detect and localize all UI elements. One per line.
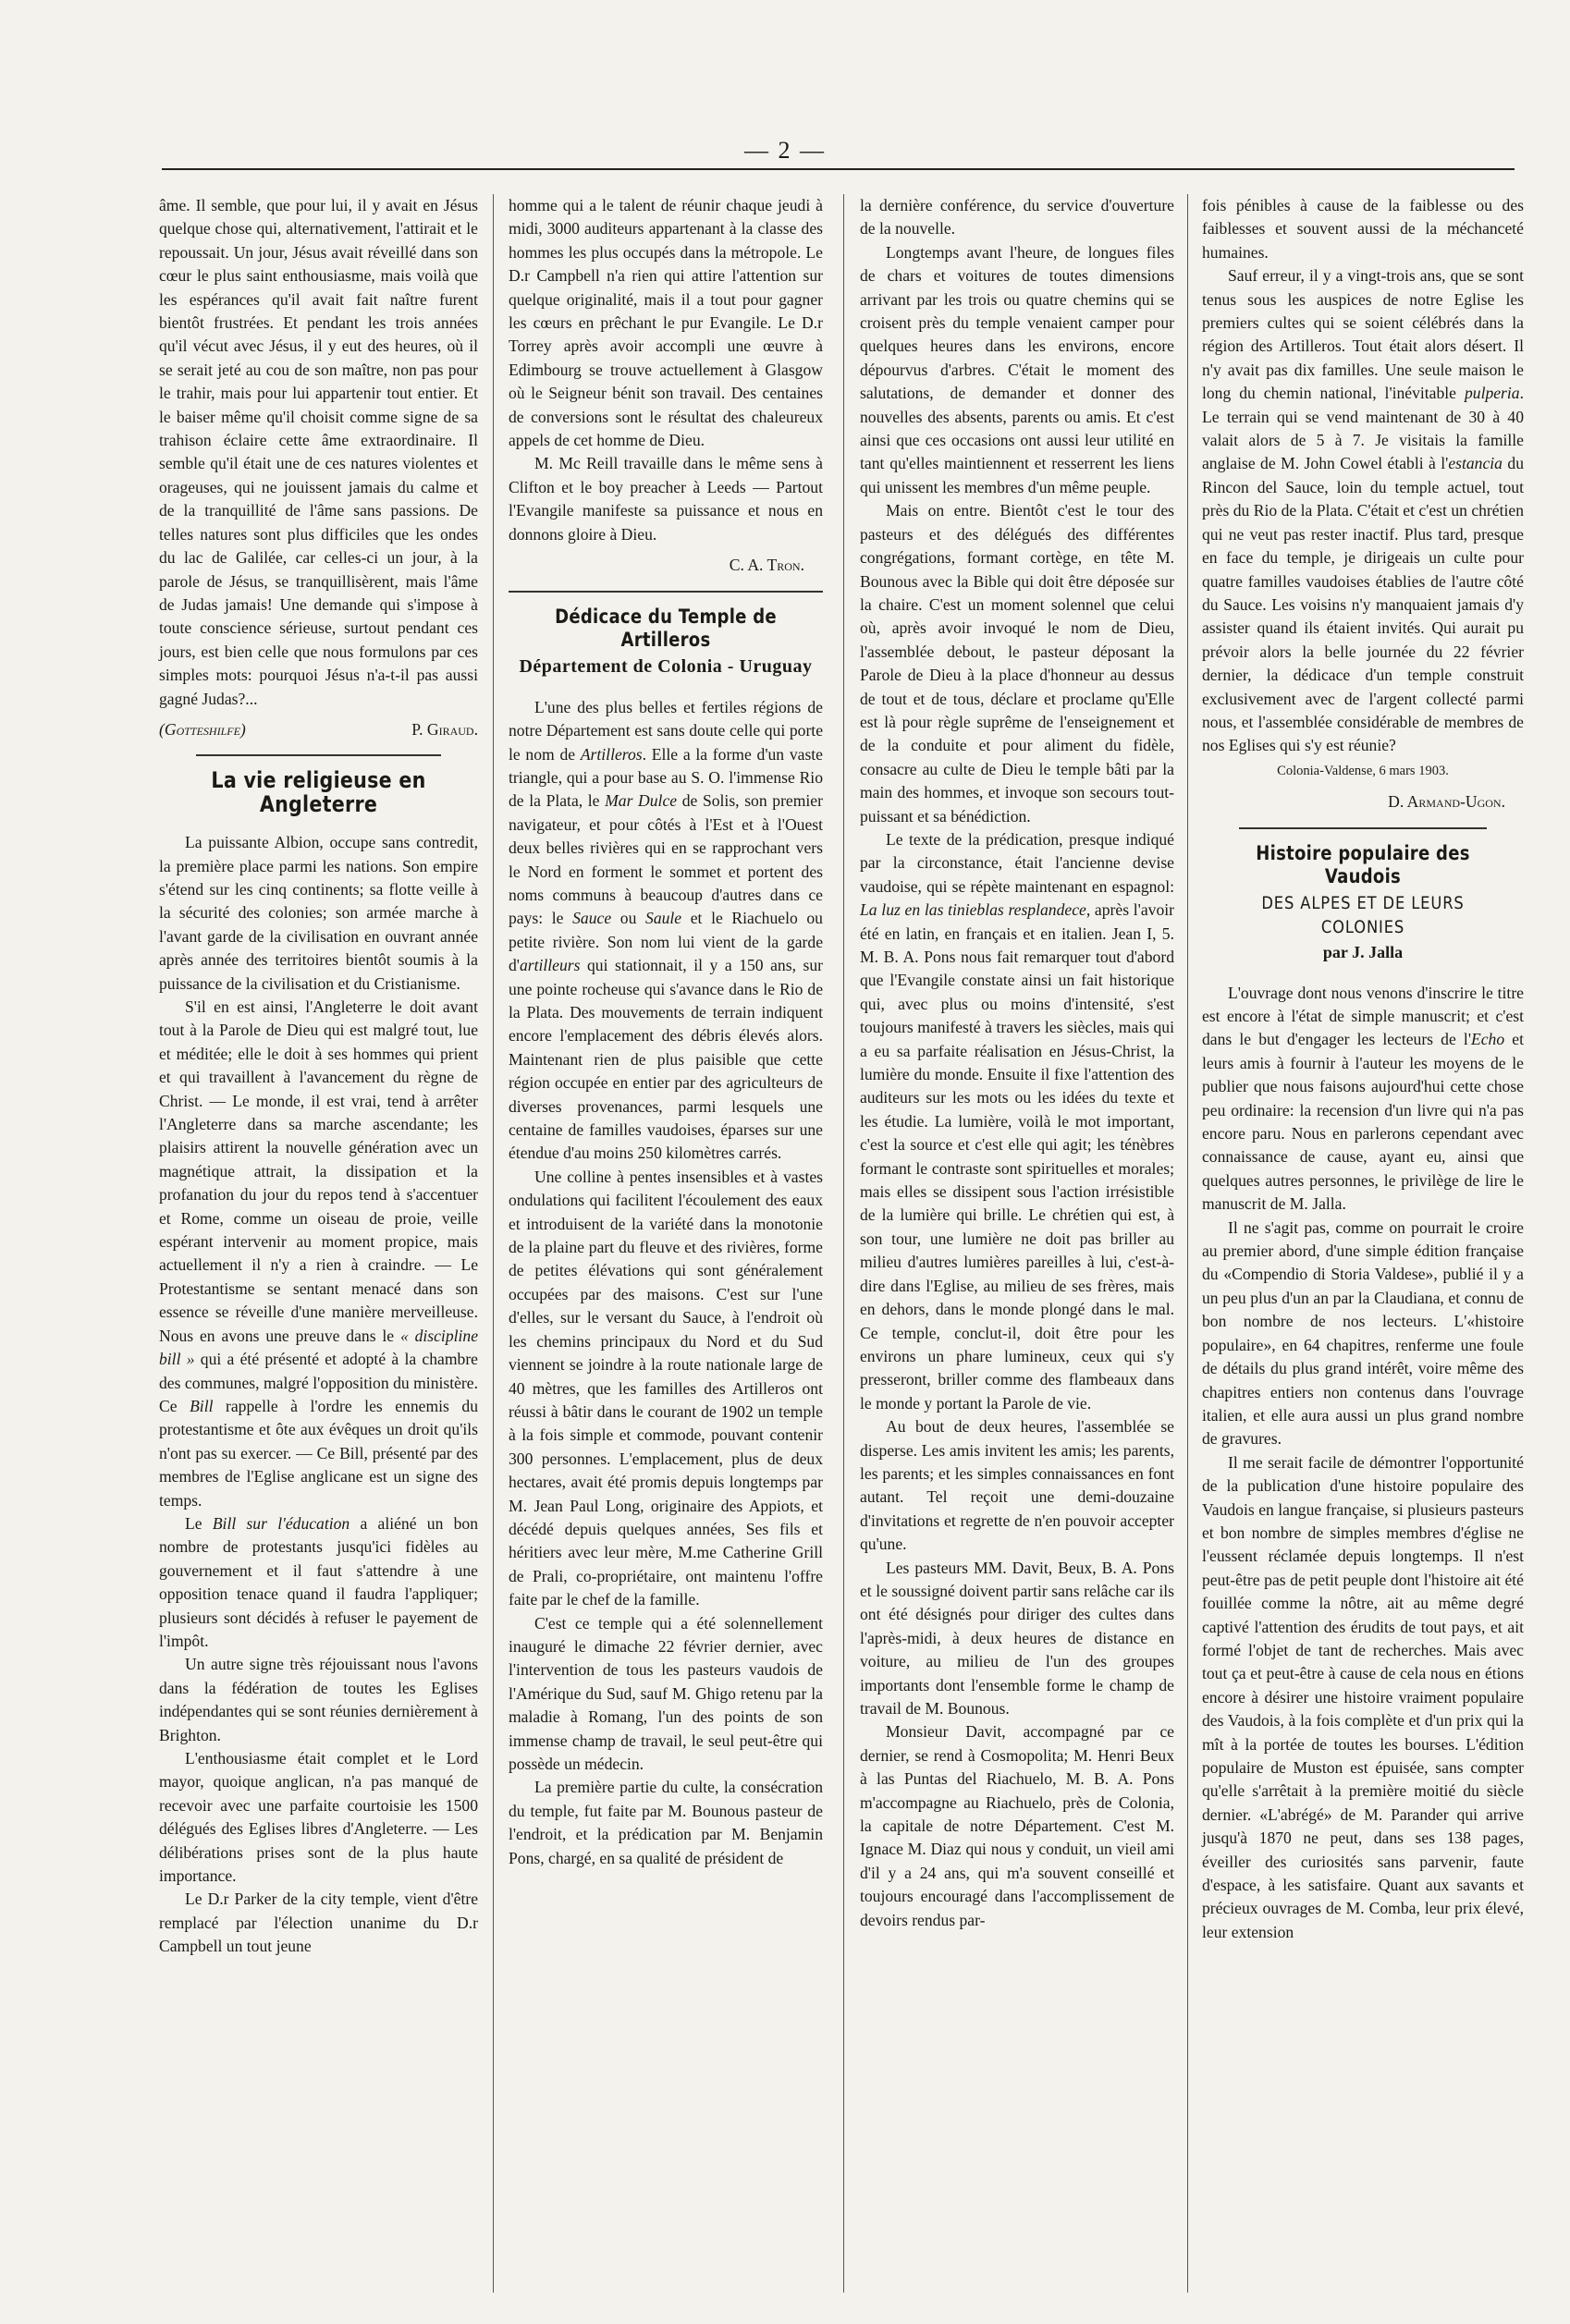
column-divider xyxy=(493,194,494,2293)
article-signature xyxy=(159,718,478,741)
byline: par J. Jalla xyxy=(1322,943,1404,962)
page-number: — 2 — xyxy=(744,137,826,164)
paragraph: Au bout de deux heures, l'assemblée se disperse. Les amis invitent les amis; les parents, les parents; et les simples connaissances en font autant. Tel reçoit une demi-douzaine d'invitations et regrette de n'en pouvoir accepter qu'une. xyxy=(860,1417,1174,1554)
paragraph: Le texte de la prédication, presque indiqué par la circonstance, était l'ancienne devise vaudoise, qui se répète maintenant en espagnol: La luz en las tinieblas resplandece, après l'avoir été en latin, en français et en italien. Jean I, 5. M. B. A. Pons nous fait remarquer tout d'abord que l'Evangile constate ainsi un fait historique qui, avec plus ou moins d'intensité, s'est toujours manifesté à travers les siècles, mais qui a eu sa parfaite réalisation en Jésus-Christ, la lumière du monde. Ensuite il fixe l'attention des auditeurs sur les mots ou les idées du texte et les étudie. La lumière, voilà le mot important, c'est la source et c'est elle qui agit; les ténèbres formant le contraste sont spirituelles et morales; mais elles se dissipent sous l'action irrésistible de la lumière qui brille. Le chrétien qui est, à son tour, une lumière ne doit pas briller au milieu d'autres lumières pareilles à lui, c'est-à-dire dans l'Eglise, au milieu de ses frères, mais en dehors, dans le monde plongé dans le mal. Ce temple, conclut-il, doit être pour les environs un phare lumineux, ceux qui s'y presseront, briller comme des flambeaux dans le monde y portant la Parole de vie. xyxy=(860,829,1174,1413)
header-rule xyxy=(162,168,1515,170)
column-3 xyxy=(860,194,1174,1932)
paragraph: Une colline à pentes insensibles et à vastes ondulations qui facilitent l'écoulement des eaux et introduisent de la variété dans la monotonie de la plaine part du fleuve et des rivières, forme de petites élévations qui sont généralement occupées par des maisons. C'est sur l'une d'elles, sur le versant du Sauce, à l'endroit où les chemins principaux du Nord et du Sud viennent se joindre à la route nationale large de 40 mètres, que les familles des Artilleros ont réussi à bâtir dans le courant de 1902 un temple à la fois simple et commode, pouvant contenir 300 personnes. L'emplacement, plus de deux hectares, avait été promis depuis longtemps par M. Jean Paul Long, originaire des Appiots, et décédé depuis quelques années, Ses fils et héritiers avec leur mère, M.me Catherine Grill de Prali, co-propriétaire, ont maintenu l'offre faite par le chef de la famille. xyxy=(509,1167,823,1609)
dateline: Colonia-Valdense, 6 mars 1903. xyxy=(1277,763,1449,778)
article-title: Histoire populaire des Vaudois xyxy=(1256,841,1470,887)
signature-source: (Gotteshilfe) xyxy=(159,719,246,739)
paragraph: homme qui a le talent de réunir chaque jeudi à midi, 3000 auditeurs appartenant à la classe des hommes les plus occupés dans la métropole. Le D.r Campbell n'a rien qui attire l'attention sur quelque originalité, mais il a tout pour gagner les cœurs en prêchant le pur Evangile. Le D.r Torrey après avoir accompli une œuvre à Edimbourg se trouve actuellement à Glasgow où le Seigneur bénit son travail. Des centaines de conversions sont le résultat des chaleureux appels de cet homme de Dieu. xyxy=(509,196,823,450)
paragraph: Sauf erreur, il y a vingt-trois ans, que se sont tenus sous les auspices de notre Eglise les premiers cultes qui se soient célébrés dans la région des Artilleros. Tout était alors désert. Il n'y avait pas dix familles. Une seule maison le long du chemin national, l'inévitable pulperia. Le terrain qui se vend maintenant de 30 à 40 valait alors de 5 à 7. Je visitais la famille anglaise de M. John Cowel établi à l'estancia du Rincon del Sauce, loin du temple actuel, tout près du Rio de la Plata. C'était et c'est un chrétien qui ne veut pas rester inactif. Plus tard, presque en face du temple, je dirigeais un culte pour quatre familles vaudoises établies de l'autre côté du Sauce. Les voisins n'y manquaient jamais d'y assister quand ils étaient invités. Qui aurait pu prévoir alors la belle journée du 22 février dernier, la dédicace d'un temple construit exclusivement avec de l'argent collecté parmi nous, et l'assemblée considérable de membres de nos Eglises qui s'y est réunie? xyxy=(1202,266,1524,755)
article-separator xyxy=(196,754,441,756)
column-4 xyxy=(1202,194,1524,1944)
article-subtitle: Département de Colonia - Uruguay xyxy=(519,656,813,678)
article-title: La vie religieuse en Angleterre xyxy=(211,767,426,817)
paragraph: la dernière conférence, du service d'ouverture de la nouvelle. xyxy=(860,196,1174,239)
column-2 xyxy=(509,194,823,1870)
signature-author: P. Giraud. xyxy=(411,719,478,739)
paragraph: Monsieur Davit, accompagné par ce dernier, se rend à Cosmopolita; M. Henri Beux à las Puntas del Riachuelo, M. B. A. Pons m'accompagne au Riachuelo, près de Colonia, la capitale de notre Département. C'est M. Ignace M. Diaz qui nous y conduit, un vieil ami d'il y a 24 ans, qui m'a souvent conseillé et toujours encouragé dans l'accomplissement de devoirs rendus par- xyxy=(860,1722,1174,1929)
article-subtitle: DES ALPES ET DE LEURS COLONIES xyxy=(1261,893,1465,937)
paragraph: fois pénibles à cause de la faiblesse ou des faiblesses et souvent aussi de la méchanceté humaines. xyxy=(1202,196,1524,262)
article-separator xyxy=(1239,827,1487,829)
article-separator xyxy=(509,591,823,593)
column-divider xyxy=(1187,194,1188,2293)
article-signature: D. Armand-Ugon. xyxy=(1388,792,1505,812)
column-1 xyxy=(159,194,478,1959)
paragraph: La première partie du culte, la consécration du temple, fut faite par M. Bounous pasteur de l'endroit, et la prédication par M. Benjamin Pons, chargé, en sa qualité de président de xyxy=(509,1778,823,1867)
paragraph: âme. Il semble, que pour lui, il y avait en Jésus quelque chose qui, alternativement, l'attirait et le repoussait. Un jour, Jésus avait réveillé dans son cœur le plus saint enthousiasme, mais voilà que les espérances qu'il avait fait naître furent bientôt frustrées. Et pendant les trois années qu'il vécut avec Jésus, il y eut des heures, où il se serait jeté au cou de son maître, non pas pour le trahir, mais pour lui appartenir tout entier. Et le baiser même qu'il choisit comme signe de sa trahison éclaire cette âme extraordinaire. Il semble qu'il était une de ces natures violentes et orageuses, qui ne jouissent jamais du calme et de la tranquillité de l'âme sans passions. De telles natures sont plus difficiles que les ondes du lac de Galilée, car celles-ci un jour, à la parole de Jésus, se tranquillisèrent, mais l'âme de Judas jamais! Une demande qui s'impose à toute conscience sérieuse, surtout pendant ces jours, est bien celle que nous formulons par ces simples mots: pourquoi Jésus n'a-t-il pas aussi gagné Judas?... xyxy=(159,196,478,708)
paragraph: La puissante Albion, occupe sans contredit, la première place parmi les nations. Son empire s'étend sur les cinq continents; sa flotte veille à la sécurité des colonies; son armée marche à l'avant garde de la civilisation en ouvrant année après année des territoires bientôt soumis à la puissance de la civilisation et du Cristianisme. xyxy=(159,833,478,993)
column-divider xyxy=(843,194,844,2293)
paragraph: Longtemps avant l'heure, de longues files de chars et voitures de toutes dimensions arrivant par les trois ou quatre chemins qui se croisent près du temple venaient camper pour quelques heures dans les environs, encore dépourvus d'arbres. C'était le moment des salutations, de demander et donner des nouvelles des absents, parents ou amis. Et c'est ainsi que ces occasions ont aussi leur utilité en tant qu'elles maintiennent et resserrent les liens qui unissent les membres d'un même peuple. xyxy=(860,242,1174,496)
article-signature: C. A. Tron. xyxy=(729,556,804,575)
paragraph: Les pasteurs MM. Davit, Beux, B. A. Pons et le soussigné doivent partir sans relâche car ils ont été désignés pour diriger des cultes dans l'après-midi, à deux heures de distance en voiture, au milieu de l'un des groupes importants dont l'ensemble forme le champ de travail de M. Bounous. xyxy=(860,1558,1174,1718)
paragraph: Mais on entre. Bientôt c'est le tour des pasteurs et des délégués des différentes congrégations, formant cortège, en tête M. Bounous avec la Bible qui doit être déposée sur la chaire. C'est un moment solennel que celui où, après avoir invoqué le nom de Dieu, l'assemblée debout, le pasteur déposant la Parole de Dieu à la place d'honneur au dessus de tout et de tous, déclare et proclame qu'Elle est là pour règle suprême de l'enseignement et de la conduite et pour aliment du fidèle, consacre au culte de Dieu le temple bâti par la main des hommes, et invoque son secours tout-puissant et sa bénédiction. xyxy=(860,501,1174,826)
paragraph: S'il en est ainsi, l'Angleterre le doit avant tout à la Parole de Dieu qui est malgré tout, lue et méditée; elle le doit à ses hommes qui prient et qui travaillent à l'avancement du règne de Christ. — Le monde, il est vrai, tend à arrêter l'Angleterre dans sa marche ascendante; les plaisirs attirent la nouvelle génération avec un magnétique attrait, la dissipation et la profanation du jour du repos tend à s'accentuer et Rome, comme un oiseau de proie, veille espérant intervenir au moment propice, mais actuellement il n'y a rien à craindre. — Le Protestantisme se sentant menacé dans son essence se réveille d'une manière merveilleuse. Nous en avons une preuve dans le « discipline bill » qui a été présenté et adopté à la chambre des communes, malgré l'opposition du ministère. Ce Bill rappelle à l'ordre les ennemis du protestantisme et ôte aux évêques un droit qu'ils n'ont pas su exercer. — Ce Bill, présenté par des membres de l'Eglise anglicane est un signe des temps. xyxy=(159,997,479,1510)
paragraph: M. Mc Reill travaille dans le même sens à Clifton et le boy preacher à Leeds — Partout l'Evangile manifeste sa puissance et nous en donnons gloire à Dieu. xyxy=(509,454,823,544)
paragraph: Le Bill sur l'éducation a aliéné un bon nombre de protestants jusqu'ici fidèles au gouvernement et il faut s'attendre à une opposition tenace quand il faudra l'appliquer; plusieurs sont décidés à refuser le payement de l'impôt. xyxy=(159,1513,478,1650)
paragraph: L'enthousiasme était complet et le Lord mayor, quoique anglican, n'a pas manqué de recevoir avec une parfaite courtoisie les 1500 délégués des Eglises libres d'Angleterre. — Les délibérations prises sont de la plus haute importance. xyxy=(159,1749,478,1886)
paragraph: C'est ce temple qui a été solennellement inauguré le dimache 22 février dernier, avec l'intervention de tous les pasteurs vaudois de l'Amérique du Sud, sauf M. Ghigo retenu par la maladie à Romang, l'un des points de son immense champ de travail, le seul peut-être qui possède un médecin. xyxy=(509,1613,823,1773)
paragraph: L'une des plus belles et fertiles régions de notre Département est sans doute celle qui porte le nom de Artilleros. Elle a la forme d'un vaste triangle, qui a pour base au S. O. l'immense Rio de la Plata, le Mar Dulce de Solis, son premier navigateur, et pour côtés à l'Est et à l'Ouest deux belles rivières qui en se rapprochant vers le Nord en forment le sommet et portent des noms communs à beaucoup d'autres dans ce pays: le Sauce ou Saule et le Riachuelo ou petite rivière. Son nom lui vient de la garde d'artilleurs qui stationnait, il y a 150 ans, sur une pointe rocheuse qui s'avance dans le Rio de la Plata. Des mouvements de terrain indiquent encore l'emplacement des débris élevés alors. Maintenant rien de plus paisible que cette région occupée en entier par des agriculteurs de diverses provenances, parmi lesquels une centaine de familles vaudoises, éparses sur une étendue d'au moins 250 kilomètres carrés. xyxy=(509,697,823,1163)
paragraph: Il me serait facile de démontrer l'opportunité de la publication d'une histoire populaire des Vaudois en langue française, si plusieurs pasteurs et bon nombre de simples membres d'église ne l'eussent réclamée depuis longtemps. Il n'est peut-être pas de petit peuple dont l'histoire ait été fouillée comme la nôtre, ait au même degré captivé l'attention des érudits de tout pays, et ait formé l'objet de tant de recherches. Mais avec tout ça et peut-être à cause de cela nous en étions encore à désirer une histoire vraiment populaire des Vaudois, à la fois complète et d'un prix qui la mît à la portée de toutes les bourses. L'édition populaire de Muston est épuisée, sans compter qu'elle s'arrêtait à la première moitié du siècle dernier. «L'abrégé» de M. Parander qui arrive jusqu'à 1870 ne peut, dans ses 138 pages, éveiller des curiosités sans parvenir, faute d'espace, à les satisfaire. Quant aux savants et précieux ouvrages de M. Comba, leur prix élevé, leur extension xyxy=(1202,1452,1524,1941)
paragraph: L'ouvrage dont nous venons d'inscrire le titre est encore à l'état de simple manuscrit; et c'est dans le but d'engager les lecteurs de l'Echo et leurs amis à fournir à l'auteur les moyens de le publier que nous faisons aujourd'hui cette chose peu ordinaire: la recension d'un livre qui n'a pas encore paru. Nous en parlerons cependant avec connaissance de cause, ayant eu, ainsi que quelques autres personnes, le privilège de lire le manuscrit de M. Jalla. xyxy=(1202,983,1524,1214)
article-title: Dédicace du Temple de Artilleros xyxy=(555,605,777,651)
paragraph: Un autre signe très réjouissant nous l'avons dans la fédération de toutes les Eglises indépendantes qui se sont réunies dernièrement à Brighton. xyxy=(159,1655,478,1744)
paragraph: Le D.r Parker de la city temple, vient d'être remplacé par l'élection unanime du D.r Campbell un tout jeune xyxy=(159,1890,478,1956)
paragraph: Il ne s'agit pas, comme on pourrait le croire au premier abord, d'une simple édition française du «Compendio di Storia Valdese», publié il y a un peu plus d'un an par la Claudiana, et connu de bon nombre de nos lecteurs. L'«histoire populaire», en 64 chapitres, renferme une foule de détails du plus grand intérêt, voire même des chapitres entiers non contenus dans l'ouvrage italien, et elle aura aussi un plus grand nombre de gravures. xyxy=(1202,1217,1524,1449)
